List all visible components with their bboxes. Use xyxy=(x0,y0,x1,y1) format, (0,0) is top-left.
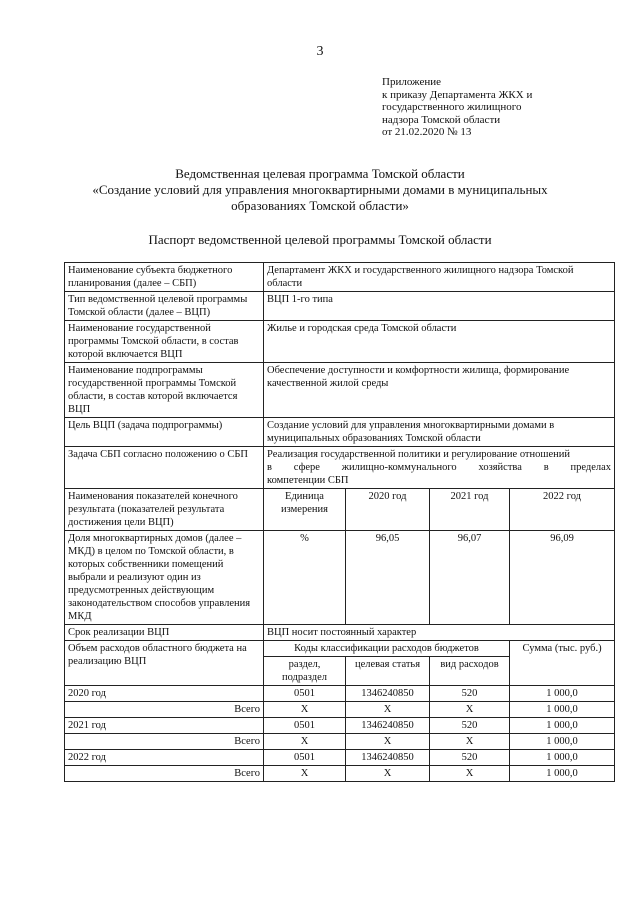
expense-sum: 1 000,0 xyxy=(510,750,615,766)
table-row xyxy=(65,718,615,734)
target-header: целевая статья xyxy=(346,657,430,686)
row-label: Наименование подпрограммы государственной программы Томской области, в состав которой включается ВЦП xyxy=(65,363,264,418)
table-row xyxy=(65,363,615,418)
expense-year: 2021 год xyxy=(65,718,264,734)
year-header-2021: 2021 год xyxy=(430,489,510,531)
expense-sum: 1 000,0 xyxy=(510,718,615,734)
expense-year: 2022 год xyxy=(65,750,264,766)
row-label: Задача СБП согласно положению о СБП xyxy=(65,447,264,489)
expense-total-label: Всего xyxy=(65,702,264,718)
appendix-line: надзора Томской области xyxy=(382,113,501,126)
expense-kind: 520 xyxy=(430,750,510,766)
table-row xyxy=(65,766,615,782)
table-row xyxy=(65,489,615,531)
row-label: Срок реализации ВЦП xyxy=(65,625,264,641)
table-row xyxy=(65,750,615,766)
unit-header: Единица измерения xyxy=(264,489,346,531)
expense-section: Х xyxy=(264,734,346,750)
expense-target: 1346240850 xyxy=(346,750,430,766)
expense-target: 1346240850 xyxy=(346,686,430,702)
expense-target: Х xyxy=(346,766,430,782)
appendix-line: от 21.02.2020 № 13 xyxy=(382,126,472,138)
indicator-2021: 96,07 xyxy=(430,531,510,625)
row-value: Обеспечение доступности и комфортности жилища, формирование качественной жилой среды xyxy=(264,363,615,418)
task-line: компетенции СБП xyxy=(267,475,349,486)
table-row xyxy=(65,292,615,321)
table-row xyxy=(65,641,615,657)
appendix-line: к приказу Департамента ЖКХ и xyxy=(382,88,533,101)
task-line: в сфере жилищно-коммунального хозяйства в пределах xyxy=(267,462,612,473)
table-row xyxy=(65,531,615,625)
expense-kind: 520 xyxy=(430,718,510,734)
codes-header: Коды классификации расходов бюджетов xyxy=(264,641,510,657)
page-number: 3 xyxy=(316,44,324,59)
indicator-label: Доля многоквартирных домов (далее – МКД) в целом по Томской области, в которых собственники помещений выбрали и реализуют один из предусмотренных действующим законодательством способов управления МКД xyxy=(65,531,264,625)
expense-sum: 1 000,0 xyxy=(510,734,615,750)
row-label: Наименование государственной программы Томской области, в состав которой включается ВЦП xyxy=(65,321,264,363)
row-value: Департамент ЖКХ и государственного жилищного надзора Томской области xyxy=(264,263,615,292)
expense-section: 0501 xyxy=(264,686,346,702)
row-value: Создание условий для управления многоквартирными домами в муниципальных образованиях Томской области xyxy=(264,418,615,447)
expenses-label: Объем расходов областного бюджета на реализацию ВЦП xyxy=(65,641,264,686)
passport-title: Паспорт ведомственной целевой программы Томской области xyxy=(148,232,492,247)
task-line: Реализация государственной политики и регулирование отношений xyxy=(267,449,570,460)
appendix-line: Приложение xyxy=(382,76,442,88)
section-header: раздел, подраздел xyxy=(264,657,346,686)
table-row xyxy=(65,447,615,489)
year-header-2020: 2020 год xyxy=(346,489,430,531)
kind-header: вид расходов xyxy=(430,657,510,686)
expense-kind: Х xyxy=(430,766,510,782)
row-value: ВЦП носит постоянный характер xyxy=(264,625,615,641)
indicator-2020: 96,05 xyxy=(346,531,430,625)
program-title-line: образованиях Томской области» xyxy=(231,198,409,213)
expense-year: 2020 год xyxy=(65,686,264,702)
table-row xyxy=(65,418,615,447)
appendix-line: государственного жилищного xyxy=(382,101,522,113)
expense-sum: 1 000,0 xyxy=(510,686,615,702)
program-title xyxy=(0,166,640,214)
expense-sum: 1 000,0 xyxy=(510,702,615,718)
table-row xyxy=(65,734,615,750)
year-header-2022: 2022 год xyxy=(510,489,615,531)
expense-sum: 1 000,0 xyxy=(510,766,615,782)
expense-kind: Х xyxy=(430,702,510,718)
table-row xyxy=(65,686,615,702)
expense-section: 0501 xyxy=(264,718,346,734)
row-value xyxy=(264,447,615,489)
row-value: ВЦП 1-го типа xyxy=(264,292,615,321)
program-title-line: Ведомственная целевая программа Томской области xyxy=(175,166,465,181)
expense-target: Х xyxy=(346,734,430,750)
indicator-2022: 96,09 xyxy=(510,531,615,625)
expense-total-label: Всего xyxy=(65,734,264,750)
expense-section: Х xyxy=(264,702,346,718)
row-label: Тип ведомственной целевой программы Томской области (далее – ВЦП) xyxy=(65,292,264,321)
expense-kind: Х xyxy=(430,734,510,750)
table-row xyxy=(65,263,615,292)
appendix-block xyxy=(382,76,532,139)
expense-section: 0501 xyxy=(264,750,346,766)
expense-kind: 520 xyxy=(430,686,510,702)
sum-header: Сумма (тыс. руб.) xyxy=(510,641,615,686)
expense-target: Х xyxy=(346,702,430,718)
table-row xyxy=(65,702,615,718)
table-row xyxy=(65,625,615,641)
row-value: Жилье и городская среда Томской области xyxy=(264,321,615,363)
expense-target: 1346240850 xyxy=(346,718,430,734)
row-label: Цель ВЦП (задача подпрограммы) xyxy=(65,418,264,447)
program-title-line: «Создание условий для управления многоквартирными домами в муниципальных xyxy=(92,182,548,197)
row-label: Наименование субъекта бюджетного планирования (далее – СБП) xyxy=(65,263,264,292)
indicator-unit: % xyxy=(264,531,346,625)
indicators-label: Наименования показателей конечного результата (показателей результата достижения цели ВЦП) xyxy=(65,489,264,531)
table-row xyxy=(65,321,615,363)
passport-table xyxy=(64,262,615,782)
expense-total-label: Всего xyxy=(65,766,264,782)
expense-section: Х xyxy=(264,766,346,782)
